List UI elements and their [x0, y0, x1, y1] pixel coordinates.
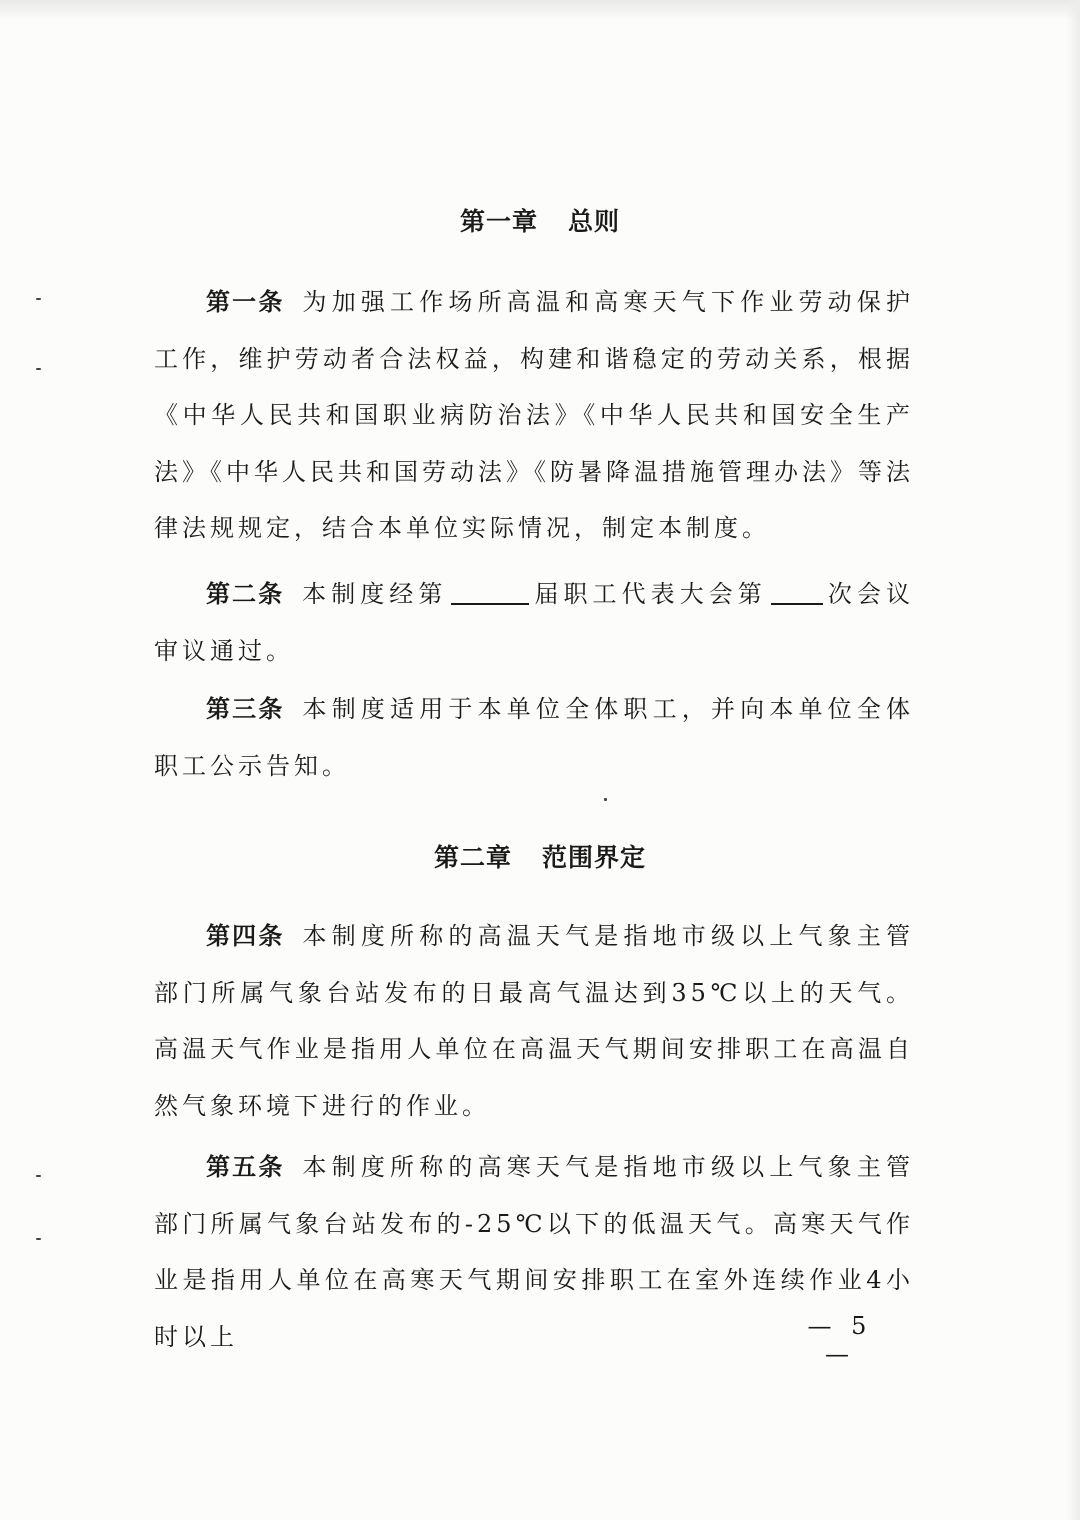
chapter-1-heading — [0, 202, 1080, 238]
article-2-label: 第二条 — [206, 580, 285, 608]
article-4-label: 第四条 — [206, 922, 285, 950]
binding-hole-mark — [36, 298, 41, 300]
binding-hole-mark — [36, 1175, 41, 1177]
page-number: — 5 — — [807, 1312, 873, 1368]
article-3 — [154, 681, 914, 794]
article-3-label: 第三条 — [206, 695, 285, 723]
article-2 — [154, 566, 914, 679]
chapter-2-number: 第二章 — [433, 843, 512, 872]
chapter-1-number: 第一章 — [459, 207, 538, 236]
article-2-text-c: 次会议审议通过。 — [154, 580, 915, 665]
article-3-text: 本制度适用于本单位全体职工，并向本单位全体职工公示告知。 — [154, 695, 915, 780]
article-5-text: 本制度所称的高寒天气是指地市级以上气象主管部门所属气象台站发布的-25℃以下的低温天气。高寒天气作业是指用人单位在高寒天气期间安排职工在室外连续作业4小时以上 — [154, 1153, 915, 1351]
binding-hole-mark — [36, 368, 41, 370]
chapter-1-title: 总则 — [568, 207, 621, 236]
meeting-number-blank — [771, 579, 823, 605]
article-1-label: 第一条 — [206, 288, 285, 316]
article-1 — [154, 274, 914, 557]
scan-top-edge — [0, 0, 1080, 20]
scan-dust-speck — [604, 798, 607, 801]
binding-hole-mark — [36, 1238, 41, 1240]
article-4-text: 本制度所称的高温天气是指地市级以上气象主管部门所属气象台站发布的日最高气温达到35℃以上的天气。高温天气作业是指用人单位在高温天气期间安排职工在高温自然气象环境下进行的作业。 — [154, 922, 915, 1120]
article-5-label: 第五条 — [206, 1153, 285, 1181]
article-2-text-b: 届职工代表大会第 — [533, 580, 767, 608]
session-number-blank — [451, 579, 529, 605]
article-1-text: 为加强工作场所高温和高寒天气下作业劳动保护工作，维护劳动者合法权益，构建和谐稳定的劳动关系，根据《中华人民共和国职业病防治法》《中华人民共和国安全生产法》《中华人民共和国劳动法》《防暑降温措施管理办法》等法律法规规定，结合本单位实际情况，制定本制度。 — [154, 288, 915, 542]
chapter-2-heading — [0, 838, 1080, 874]
article-2-text-a: 本制度经第 — [302, 580, 448, 608]
article-4 — [154, 908, 914, 1134]
chapter-2-title: 范围界定 — [542, 843, 647, 872]
